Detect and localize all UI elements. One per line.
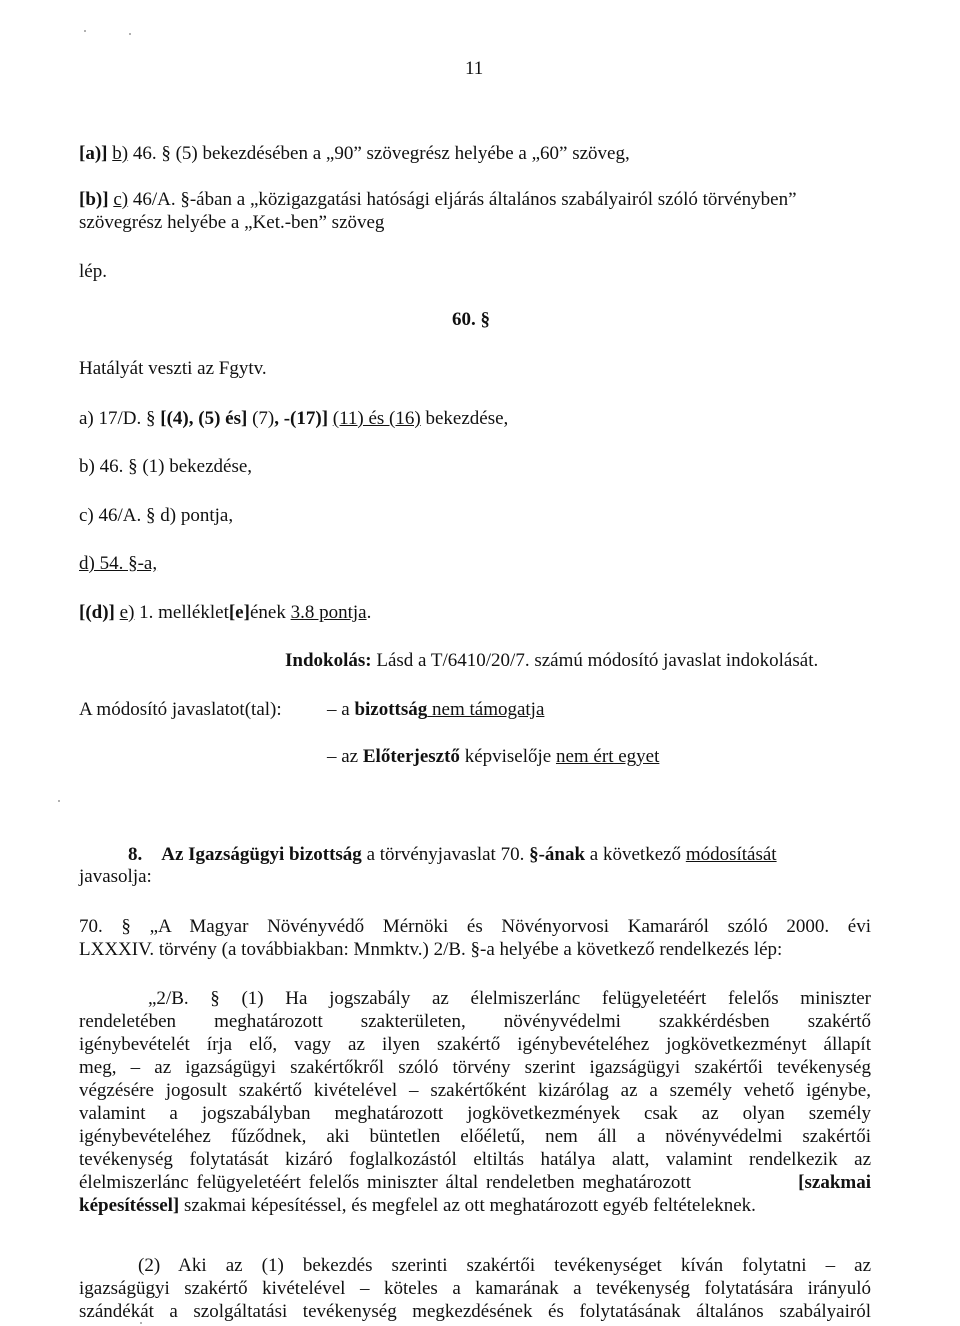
votes-label: A módosító javaslatot(tal): [79, 699, 282, 720]
para2b-line: élelmiszerlánc felügyeletéért felelős miniszter által rendeletben meghatározott [szakmai [79, 1172, 871, 1193]
section-heading: 60. § [452, 309, 490, 330]
item8-line2: javasolja: [79, 866, 152, 887]
para70-line1: 70. § „A Magyar Növényvédő Mérnöki és Növényorvosi Kamaráról szóló 2000. évi [79, 916, 871, 937]
lep-text: lép. [79, 261, 107, 282]
amendment-b [79, 189, 797, 211]
amendment-text: 46/A. §-ában a „közigazgatási hatósági eljárás általános szabályairól szóló törvényben” [128, 189, 797, 210]
scan-speck [129, 33, 131, 35]
para70-line2: LXXXIV. törvény (a továbbiakban: Mnmktv.) 2/B. §-a helyébe a következő rendelkezés lép: [79, 939, 783, 960]
para2b-line: végzésére jogosult szakértő kivételével – szakértőként kizárólag az a személy vehető igénybe, [79, 1080, 871, 1101]
scan-speck [84, 30, 86, 32]
repeal-item-a: a) 17/D. § [(4), (5) és] (7), -(17)] (11) és (16) bekezdése, [79, 408, 509, 429]
para2-line: igazságügyi szakértő kivételével – köteles a kamarának a tevékenység folytatására irányuló [79, 1278, 871, 1299]
vote-committee: – a bizottság nem támogatja [327, 699, 545, 720]
deleted-letter: [a)] [79, 143, 108, 164]
justification: Indokolás: Lásd a T/6410/20/7. számú módosító javaslat indokolását. [285, 650, 819, 671]
deleted-letter: [b)] [79, 189, 109, 210]
amendment-b-line2: szövegrész helyébe a „Ket.-ben” szöveg [79, 212, 385, 233]
para2b-line: igénybevételéhez fűződnek, aki büntetlen előéletű, nem áll a növényvédelmi szakértői [79, 1126, 871, 1147]
para2b-line: rendeletében meghatározott szakterületen, növényvédelmi szakkérdésben szakértő [79, 1011, 871, 1032]
para2b-line: valamint a jogszabályban meghatározott jogkövetkezmények csak az olyan személy [79, 1103, 871, 1124]
para2b-last-line: képesítéssel] szakmai képesítéssel, és megfelel az ott meghatározott egyéb feltételeknek. [79, 1195, 756, 1216]
para2b-line: tevékenység folytatását kizáró foglalkozástól eltiltás hatálya alatt, valamint rendelkezik az [79, 1149, 871, 1170]
para2b-line: igénybevételét írja elő, vagy az ilyen szakértő igénybevételéhez jogkövetkezményt állapít [79, 1034, 871, 1055]
amendment-a [79, 143, 630, 165]
scan-speck [58, 800, 60, 802]
repeal-item-d: d) 54. §-a, [79, 553, 158, 574]
item8-line1: 8. Az Igazságügyi bizottság a törvényjavaslat 70. §-ának a következő módosítását [128, 844, 777, 865]
vote-proposer: – az Előterjesztő képviselője nem ért egyet [327, 746, 660, 767]
amendment-text: 46. § (5) bekezdésében a „90” szövegrész helyébe a „60” szöveg, [128, 143, 630, 164]
new-letter: b) [112, 143, 129, 164]
para2b-line: „2/B. § (1) Ha jogszabály az élelmiszerlánc felügyeletéért felelős miniszter [148, 988, 871, 1009]
para2-line: (2) Aki az (1) bekezdés szerinti szakértői tevékenységet kíván folytatni – az [138, 1255, 871, 1276]
repeal-item-c: c) 46/A. § d) pontja, [79, 505, 234, 526]
repeal-item-b: b) 46. § (1) bekezdése, [79, 456, 253, 477]
page-number: 11 [465, 58, 484, 79]
repeal-item-e: [(d)] e) 1. melléklet[e]ének 3.8 pontja. [79, 602, 372, 623]
para2b-line: meg, – az igazságügyi szakértőkről szóló törvény szerint igazságügyi szakértői tevékenység [79, 1057, 871, 1078]
new-letter: c) [113, 189, 129, 210]
repeal-intro: Hatályát veszti az Fgytv. [79, 358, 267, 379]
para2-line: szándékát a szolgáltatási tevékenység megkezdésének és folytatásának általános szabályairól [79, 1301, 871, 1322]
